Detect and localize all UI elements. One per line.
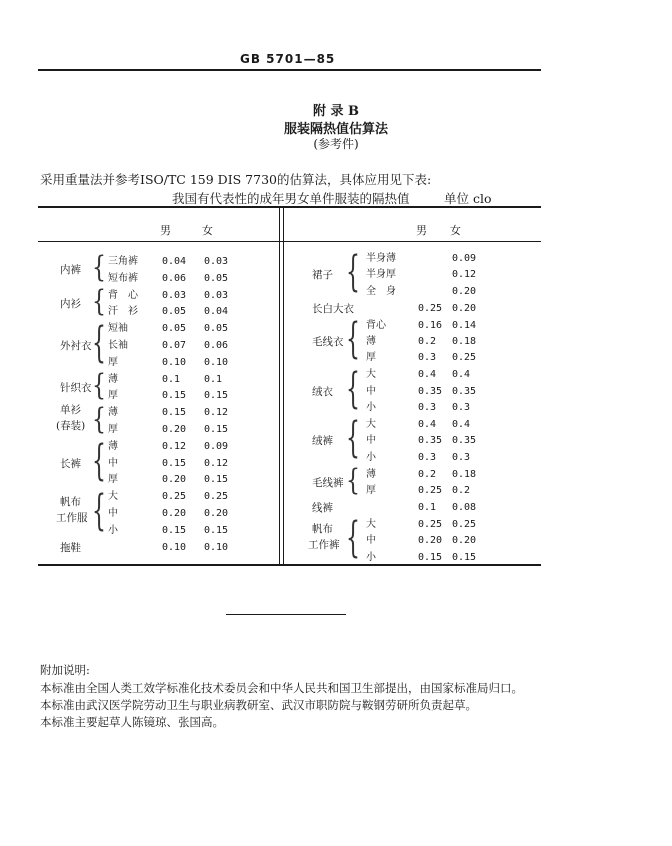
right-female-value: 0.25 bbox=[452, 518, 477, 530]
right-female-value: 0.18 bbox=[452, 336, 477, 347]
left-item-label: 小 bbox=[108, 524, 118, 536]
right-item-label: 半身厚 bbox=[366, 269, 396, 281]
right-male-value: 0.35 bbox=[418, 435, 443, 447]
table-center-divider-2 bbox=[283, 206, 284, 564]
left-brace: { bbox=[92, 286, 106, 319]
left-group-name-2: (春装) bbox=[56, 419, 86, 432]
left-item-label: 厚 bbox=[108, 390, 118, 402]
end-rule bbox=[226, 614, 346, 615]
right-female-value: 0.20 bbox=[452, 302, 477, 314]
left-item-label: 短袖 bbox=[108, 323, 128, 335]
note-line-1: 本标准由全国人类工效学标准化技术委员会和中华人民共和国卫生部提出，由国家标准局归口。 bbox=[40, 681, 523, 695]
left-item-label: 薄 bbox=[108, 407, 118, 419]
right-male-value: 0.4 bbox=[418, 369, 437, 381]
right-female-value: 0.12 bbox=[452, 269, 477, 281]
standard-number: GB 5701—85 bbox=[240, 52, 336, 66]
left-female-value: 0.25 bbox=[204, 491, 229, 503]
left-male-value: 0.20 bbox=[162, 424, 187, 435]
right-male-value: 0.16 bbox=[418, 319, 443, 331]
right-female-value: 0.2 bbox=[452, 485, 471, 497]
left-brace: { bbox=[92, 252, 106, 285]
right-group-name: 绒衣 bbox=[312, 385, 333, 398]
left-item-label: 长袖 bbox=[108, 340, 128, 351]
right-male-value: 0.4 bbox=[418, 419, 437, 430]
left-group-name: 内裤 bbox=[60, 264, 81, 277]
right-female-value: 0.14 bbox=[452, 319, 477, 331]
left-item-label: 短布裤 bbox=[108, 272, 138, 284]
col-male-left: 男 bbox=[160, 224, 171, 237]
left-male-value: 0.07 bbox=[162, 340, 187, 351]
table-caption: 我国有代表性的成年男女单件服装的隔热值 bbox=[172, 191, 410, 206]
left-group-name: 内衫 bbox=[60, 298, 81, 310]
left-item-label: 厚 bbox=[108, 474, 118, 486]
left-male-value: 0.15 bbox=[162, 407, 187, 419]
table-center-divider bbox=[279, 206, 280, 564]
left-item-label: 背 心 bbox=[108, 289, 138, 301]
left-group-name: 外衬衣 bbox=[60, 340, 92, 352]
right-item-label: 大 bbox=[366, 419, 376, 430]
left-female-value: 0.04 bbox=[204, 306, 229, 318]
right-female-value: 0.35 bbox=[452, 385, 477, 397]
right-brace: { bbox=[346, 316, 360, 364]
left-group-name-2: 工作服 bbox=[56, 512, 88, 524]
right-female-value: 0.25 bbox=[452, 352, 477, 364]
left-female-value: 0.15 bbox=[204, 390, 229, 402]
right-male-value: 0.3 bbox=[418, 402, 437, 414]
left-male-value: 0.15 bbox=[162, 457, 187, 469]
left-male-value: 0.12 bbox=[162, 441, 187, 453]
left-brace: { bbox=[92, 403, 106, 437]
left-female-value: 0.10 bbox=[204, 541, 229, 553]
left-group-name: 帆布 bbox=[60, 496, 81, 508]
left-male-value: 0.04 bbox=[162, 256, 187, 267]
right-item-label: 大 bbox=[366, 369, 376, 381]
left-male-value: 0.10 bbox=[162, 541, 187, 553]
right-item-label: 薄 bbox=[366, 468, 376, 480]
right-female-value: 0.3 bbox=[452, 451, 471, 463]
right-item-label: 背心 bbox=[366, 319, 386, 331]
left-brace: { bbox=[92, 370, 106, 403]
left-item-label: 厚 bbox=[108, 356, 118, 368]
left-female-value: 0.05 bbox=[204, 272, 229, 284]
left-female-value: 0.10 bbox=[204, 356, 229, 368]
right-female-value: 0.18 bbox=[452, 468, 477, 480]
right-brace: { bbox=[346, 365, 360, 414]
right-female-value: 0.20 bbox=[452, 285, 477, 297]
left-male-value: 0.05 bbox=[162, 323, 187, 335]
right-group-name: 帆布 bbox=[312, 523, 333, 536]
left-female-value: 0.15 bbox=[204, 524, 229, 536]
right-male-value: 0.2 bbox=[418, 468, 437, 480]
left-female-value: 0.1 bbox=[204, 373, 223, 385]
left-female-value: 0.06 bbox=[204, 340, 229, 351]
right-group-name: 线裤 bbox=[312, 502, 333, 514]
right-male-value: 0.1 bbox=[418, 502, 437, 513]
left-female-value: 0.09 bbox=[204, 441, 229, 453]
right-male-value: 0.25 bbox=[418, 518, 443, 530]
left-female-value: 0.12 bbox=[204, 457, 229, 469]
appendix-subtitle: (参考件) bbox=[313, 137, 359, 151]
notes-heading: 附加说明: bbox=[40, 663, 90, 677]
right-group-name: 绒裤 bbox=[312, 435, 333, 448]
header-rule bbox=[38, 69, 541, 71]
right-male-value: 0.35 bbox=[418, 385, 443, 397]
left-male-value: 0.25 bbox=[162, 491, 187, 503]
table-unit: 单位 clo bbox=[444, 191, 492, 206]
right-female-value: 0.20 bbox=[452, 535, 477, 547]
right-item-label: 小 bbox=[366, 451, 376, 463]
right-male-value: 0.3 bbox=[418, 451, 437, 463]
right-group-name: 毛线衣 bbox=[312, 336, 344, 348]
right-item-label: 中 bbox=[366, 435, 376, 447]
left-item-label: 薄 bbox=[108, 373, 118, 385]
col-female-right: 女 bbox=[450, 224, 461, 237]
right-item-label: 全 身 bbox=[366, 285, 396, 297]
left-item-label: 薄 bbox=[108, 441, 118, 453]
right-item-label: 半身薄 bbox=[366, 253, 396, 264]
left-group-name: 单衫 bbox=[60, 403, 81, 416]
right-brace: { bbox=[346, 515, 360, 564]
left-male-value: 0.06 bbox=[162, 272, 187, 284]
left-item-label: 汗 衫 bbox=[108, 306, 138, 318]
right-item-label: 中 bbox=[366, 535, 376, 547]
left-male-value: 0.15 bbox=[162, 524, 187, 536]
right-female-value: 0.08 bbox=[452, 502, 477, 513]
right-group-name: 裙子 bbox=[312, 269, 333, 282]
right-item-label: 小 bbox=[366, 551, 376, 563]
right-item-label: 小 bbox=[366, 402, 376, 414]
left-male-value: 0.1 bbox=[162, 373, 181, 385]
right-group-name: 毛线裤 bbox=[312, 476, 344, 489]
right-male-value: 0.2 bbox=[418, 336, 437, 347]
left-group-name: 拖鞋 bbox=[60, 541, 81, 554]
right-brace: { bbox=[346, 415, 360, 464]
right-item-label: 薄 bbox=[366, 336, 376, 347]
left-female-value: 0.03 bbox=[204, 256, 229, 267]
note-line-2: 本标准由武汉医学院劳动卫生与职业病教研室、武汉市职防院与鞍钢劳研所负责起草。 bbox=[40, 698, 477, 712]
table-header-rule bbox=[38, 241, 541, 242]
right-group-name-2: 工作裤 bbox=[308, 539, 340, 552]
left-female-value: 0.20 bbox=[204, 508, 229, 519]
note-line-3: 本标准主要起草人陈镜琼、张国高。 bbox=[40, 715, 224, 729]
left-female-value: 0.15 bbox=[204, 424, 229, 435]
left-item-label: 大 bbox=[108, 491, 118, 503]
right-item-label: 厚 bbox=[366, 485, 376, 497]
right-male-value: 0.25 bbox=[418, 485, 443, 497]
right-male-value: 0.3 bbox=[418, 352, 437, 364]
left-brace: { bbox=[92, 488, 106, 536]
col-male-right: 男 bbox=[416, 224, 427, 237]
right-item-label: 中 bbox=[366, 385, 376, 397]
right-female-value: 0.09 bbox=[452, 253, 477, 264]
left-item-label: 中 bbox=[108, 457, 118, 469]
intro-text: 采用重量法并参考ISO/TC 159 DIS 7730的估算法，具体应用见下表: bbox=[40, 172, 432, 187]
left-brace: { bbox=[92, 320, 106, 368]
right-female-value: 0.15 bbox=[452, 551, 477, 563]
left-male-value: 0.20 bbox=[162, 508, 187, 519]
right-female-value: 0.4 bbox=[452, 419, 471, 430]
right-group-name: 长白大衣 bbox=[312, 302, 354, 315]
right-item-label: 大 bbox=[366, 518, 376, 530]
table-top-rule bbox=[38, 206, 541, 208]
left-item-label: 厚 bbox=[108, 424, 118, 435]
left-male-value: 0.20 bbox=[162, 474, 187, 486]
appendix-title: 服装隔热值估算法 bbox=[283, 122, 388, 137]
left-brace: { bbox=[92, 437, 106, 486]
right-female-value: 0.3 bbox=[452, 402, 471, 414]
left-item-label: 三角裤 bbox=[108, 256, 138, 267]
right-male-value: 0.25 bbox=[418, 302, 443, 314]
appendix-label: 附 录 B bbox=[312, 104, 360, 119]
table-bottom-rule bbox=[38, 564, 541, 566]
left-male-value: 0.05 bbox=[162, 306, 187, 318]
left-male-value: 0.03 bbox=[162, 289, 187, 301]
left-male-value: 0.15 bbox=[162, 390, 187, 402]
right-item-label: 厚 bbox=[366, 352, 376, 364]
right-female-value: 0.35 bbox=[452, 435, 477, 447]
left-female-value: 0.03 bbox=[204, 289, 229, 301]
left-group-name: 长裤 bbox=[60, 457, 81, 470]
left-group-name: 针织衣 bbox=[60, 382, 92, 394]
left-male-value: 0.10 bbox=[162, 356, 187, 368]
left-female-value: 0.12 bbox=[204, 407, 229, 419]
left-female-value: 0.05 bbox=[204, 323, 229, 335]
right-male-value: 0.15 bbox=[418, 551, 443, 563]
left-female-value: 0.15 bbox=[204, 474, 229, 486]
right-brace: { bbox=[346, 249, 360, 298]
right-female-value: 0.4 bbox=[452, 369, 471, 381]
left-item-label: 中 bbox=[108, 508, 118, 519]
right-male-value: 0.20 bbox=[418, 535, 443, 547]
right-brace: { bbox=[346, 464, 360, 498]
col-female-left: 女 bbox=[202, 224, 213, 237]
